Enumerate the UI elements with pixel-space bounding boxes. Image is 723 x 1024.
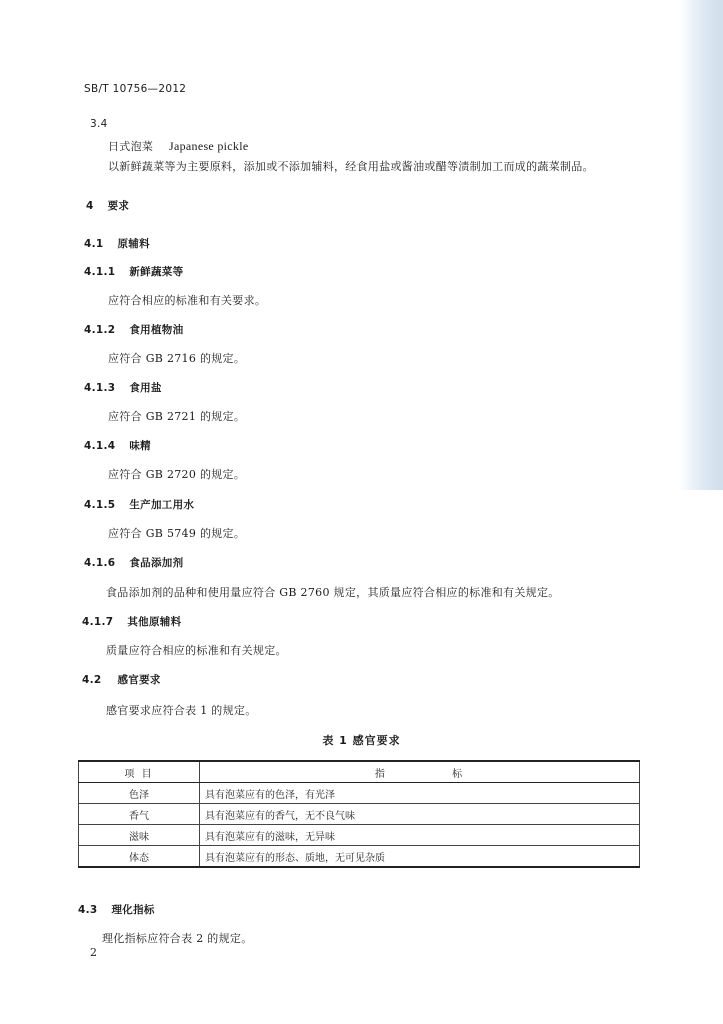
- table-header-indicator: 指 标: [200, 761, 640, 783]
- section-number: 4.1.4: [84, 440, 116, 452]
- table-header-item: 项 目: [79, 761, 200, 783]
- standard-code: SB/T 10756—2012: [84, 83, 187, 95]
- section-4-1-2-body: 应符合 GB 2716 的规定。: [108, 352, 246, 365]
- term-heading: [108, 138, 248, 154]
- section-number: 4.1.7: [82, 616, 114, 628]
- section-number: 4.2: [82, 674, 102, 686]
- page-number: 2: [90, 946, 97, 959]
- section-4-3-heading: [78, 902, 155, 917]
- term-definition: 以新鲜蔬菜等为主要原料，添加或不添加辅料，经食用盐或酱油或醋等渍制加工而成的蔬菜制品。: [108, 160, 594, 173]
- section-title: 感官要求: [117, 674, 161, 686]
- table-row: [79, 804, 640, 825]
- section-4-1-7-heading: [82, 614, 181, 629]
- table-row: [79, 825, 640, 846]
- section-4-1-5-heading: [84, 497, 194, 512]
- section-number: 4.1.5: [84, 499, 116, 511]
- section-4-1-3-body: 应符合 GB 2721 的规定。: [108, 410, 246, 423]
- section-number: 4: [86, 200, 94, 212]
- section-4-1-6-heading: [84, 555, 183, 570]
- section-number: 4.1.6: [84, 557, 116, 569]
- section-4-3-body: 理化指标应符合表 2 的规定。: [102, 932, 253, 945]
- section-4-1-7-body: 质量应符合相应的标准和有关规定。: [106, 644, 287, 657]
- table-1-caption: 表 1 感官要求: [322, 734, 401, 747]
- section-title: 食用盐: [129, 382, 162, 394]
- section-4-2-heading: [82, 672, 161, 687]
- term-english: Japanese pickle: [169, 139, 249, 153]
- section-title: 要求: [107, 200, 130, 212]
- table-row: [79, 783, 640, 804]
- section-title: 其他原辅料: [127, 616, 182, 628]
- section-4-1-4-body: 应符合 GB 2720 的规定。: [108, 468, 246, 481]
- sensory-requirements-table: [78, 760, 640, 868]
- section-title: 食品添加剂: [129, 557, 184, 569]
- section-title: 原辅料: [117, 238, 150, 250]
- table-cell-indicator: 具有泡菜应有的形态、质地，无可见杂质: [200, 846, 640, 868]
- section-4-heading: [86, 198, 129, 213]
- section-number: 4.1.2: [84, 324, 116, 336]
- section-title: 生产加工用水: [129, 499, 195, 511]
- table-cell-item: 体态: [79, 846, 200, 868]
- section-4-1-3-heading: [84, 380, 162, 395]
- table-cell-item: 香气: [79, 804, 200, 825]
- section-title: 新鲜蔬菜等: [129, 266, 184, 278]
- section-title: 食用植物油: [129, 324, 184, 336]
- section-4-1-6-body: 食品添加剂的品种和使用量应符合 GB 2760 规定，其质量应符合相应的标准和有关规定。: [106, 586, 560, 599]
- section-title: 理化指标: [111, 904, 155, 916]
- section-3-4-number: 3.4: [90, 118, 108, 130]
- table-row: [79, 846, 640, 868]
- scan-edge-shadow: [679, 0, 723, 490]
- section-number: 4.1.3: [84, 382, 116, 394]
- table-cell-indicator: 具有泡菜应有的色泽，有光泽: [200, 783, 640, 804]
- table-cell-item: 色泽: [79, 783, 200, 804]
- table-header-row: [79, 761, 640, 783]
- section-4-1-1-body: 应符合相应的标准和有关要求。: [108, 294, 267, 307]
- section-4-1-1-heading: [84, 264, 183, 279]
- section-number: 4.1: [84, 238, 104, 250]
- table-cell-indicator: 具有泡菜应有的香气，无不良气味: [200, 804, 640, 825]
- section-title: 味精: [129, 440, 151, 452]
- table-cell-item: 滋味: [79, 825, 200, 846]
- section-4-1-5-body: 应符合 GB 5749 的规定。: [108, 527, 246, 540]
- section-number: 4.3: [78, 904, 98, 916]
- term-chinese: 日式泡菜: [108, 140, 154, 153]
- section-4-2-body: 感官要求应符合表 1 的规定。: [106, 704, 257, 717]
- section-number: 4.1.1: [84, 266, 116, 278]
- section-4-1-4-heading: [84, 438, 151, 453]
- section-4-1-2-heading: [84, 322, 183, 337]
- table-cell-indicator: 具有泡菜应有的滋味，无异味: [200, 825, 640, 846]
- section-4-1-heading: [84, 236, 150, 251]
